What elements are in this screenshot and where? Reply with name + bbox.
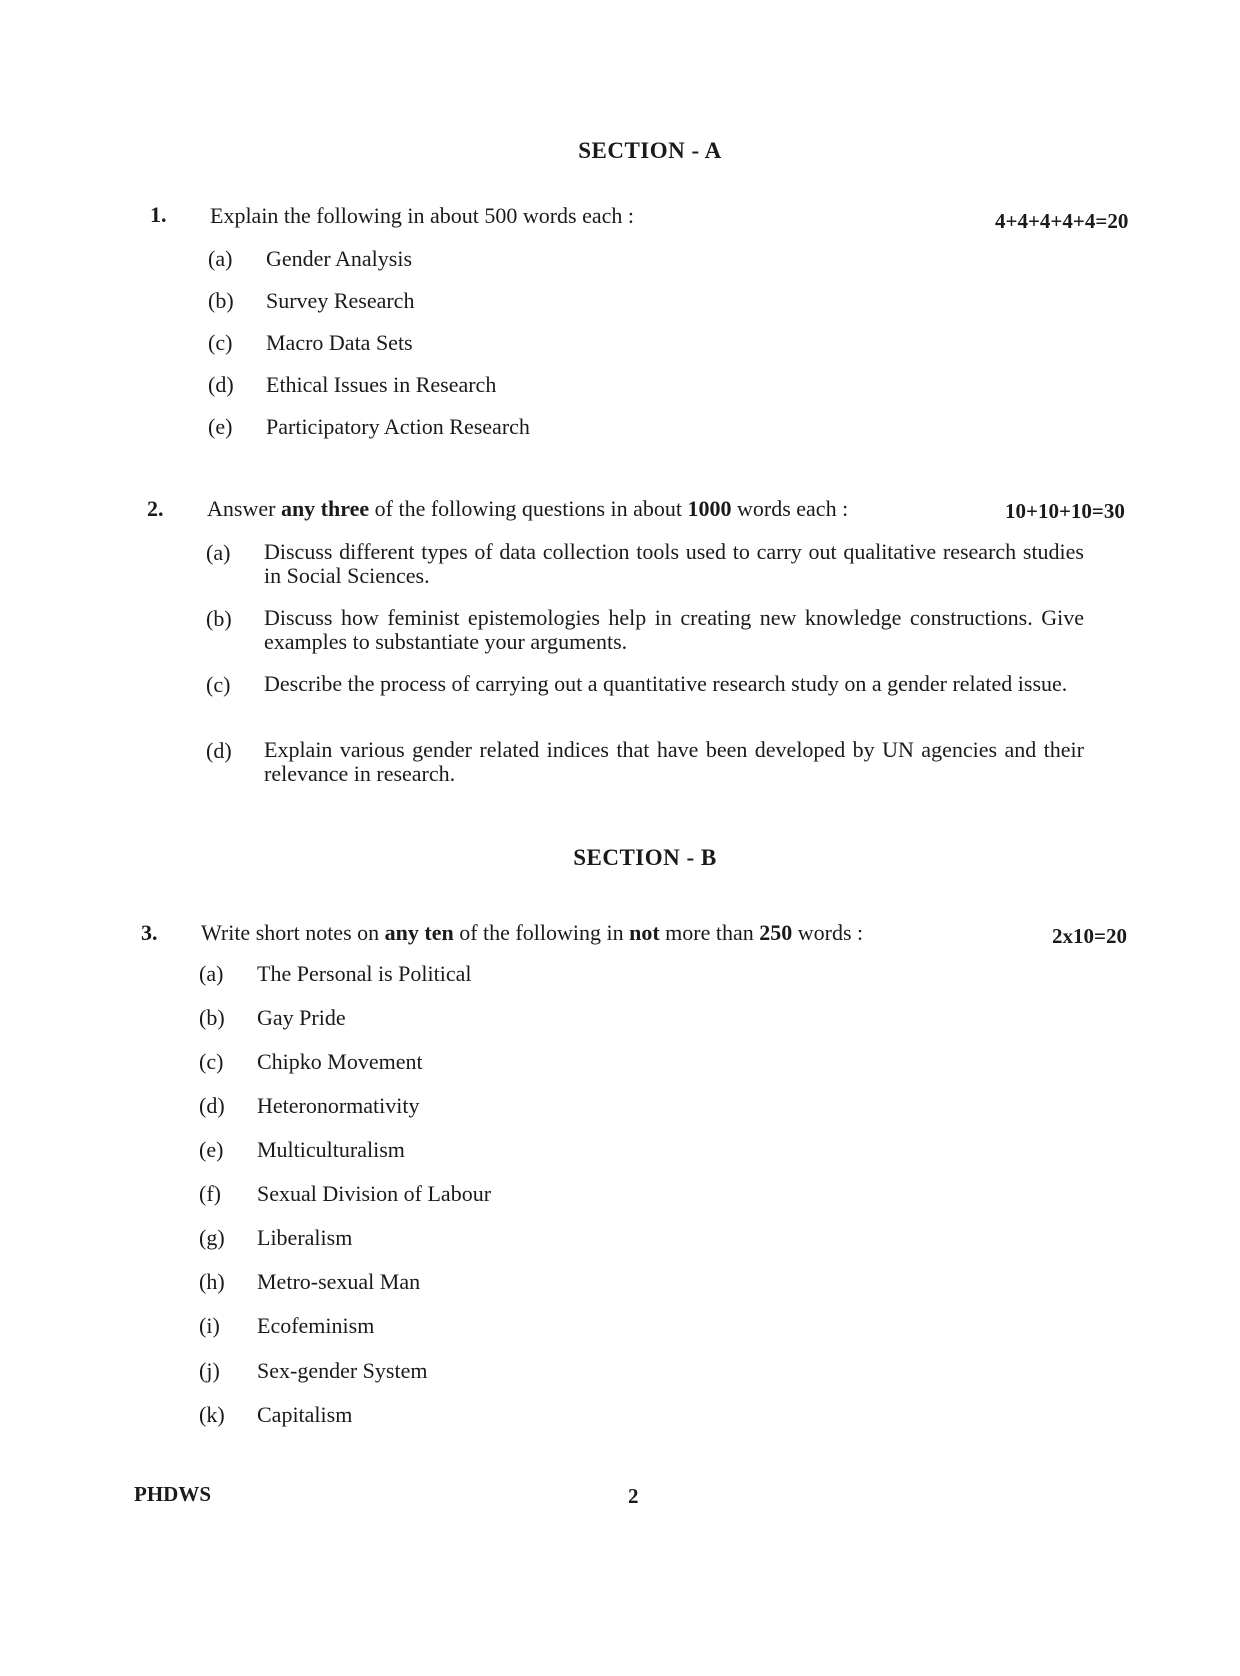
item-text: Gay Pride [257,1005,346,1030]
item-label: (e) [199,1137,224,1162]
question-2-prompt: Answer any three of the following questions in about 1000 words each : [207,496,849,521]
course-code: PHDWS [134,1482,212,1506]
item-text: Discuss how feminist epistemologies help in creating new knowledge constructions. Give examples to substantiate your arguments. [264,605,1084,654]
section-a-heading: SECTION - A [578,138,722,163]
item-label: (d) [208,372,234,397]
question-1-number: 1. [150,202,167,227]
question-2-number: 2. [147,496,164,521]
page-number: 2 [628,1484,639,1508]
item-text: Liberalism [257,1225,353,1250]
question-1-marks: 4+4+4+4+4=20 [995,209,1129,233]
item-text: Heteronormativity [257,1093,420,1118]
item-text: Explain various gender related indices that have been developed by UN agencies and their relevance in research. [264,737,1084,786]
item-label: (c) [199,1049,224,1074]
item-label: (c) [206,672,231,697]
question-3-number: 3. [141,920,158,945]
item-text: Ecofeminism [257,1313,375,1338]
item-label: (a) [208,246,233,271]
item-text: Describe the process of carrying out a quantitative research study on a gender related issue. [264,671,1068,696]
item-text: Metro-sexual Man [257,1269,421,1294]
item-label: (b) [206,606,232,631]
item-label: (b) [199,1005,225,1030]
question-3-marks: 2x10=20 [1052,924,1127,948]
item-label: (b) [208,288,234,313]
item-label: (e) [208,414,233,439]
item-label: (f) [199,1181,221,1206]
item-text: Sexual Division of Labour [257,1181,492,1206]
item-text: Macro Data Sets [266,330,413,355]
question-1-prompt: Explain the following in about 500 words each : [210,203,635,228]
item-text: Ethical Issues in Research [266,372,497,397]
question-2-marks: 10+10+10=30 [1005,499,1125,523]
item-label: (g) [199,1225,225,1250]
item-label: (k) [199,1402,225,1427]
item-text: Sex-gender System [257,1358,428,1383]
item-label: (i) [199,1313,220,1338]
item-label: (d) [199,1093,225,1118]
question-3-prompt: Write short notes on any ten of the following in not more than 250 words : [201,920,864,945]
item-label: (a) [206,540,231,565]
item-text: Participatory Action Research [266,414,530,439]
item-text: Survey Research [266,288,415,313]
item-text: Capitalism [257,1402,353,1427]
item-text: The Personal is Political [257,961,472,986]
item-label: (d) [206,738,232,763]
item-label: (c) [208,330,233,355]
item-text: Discuss different types of data collection tools used to carry out qualitative research studies in Social Sciences. [264,539,1084,588]
section-b-heading: SECTION - B [573,845,717,870]
item-text: Multiculturalism [257,1137,405,1162]
item-label: (j) [199,1358,220,1383]
item-text: Chipko Movement [257,1049,423,1074]
item-text: Gender Analysis [266,246,413,271]
item-label: (a) [199,961,224,986]
item-label: (h) [199,1269,225,1294]
